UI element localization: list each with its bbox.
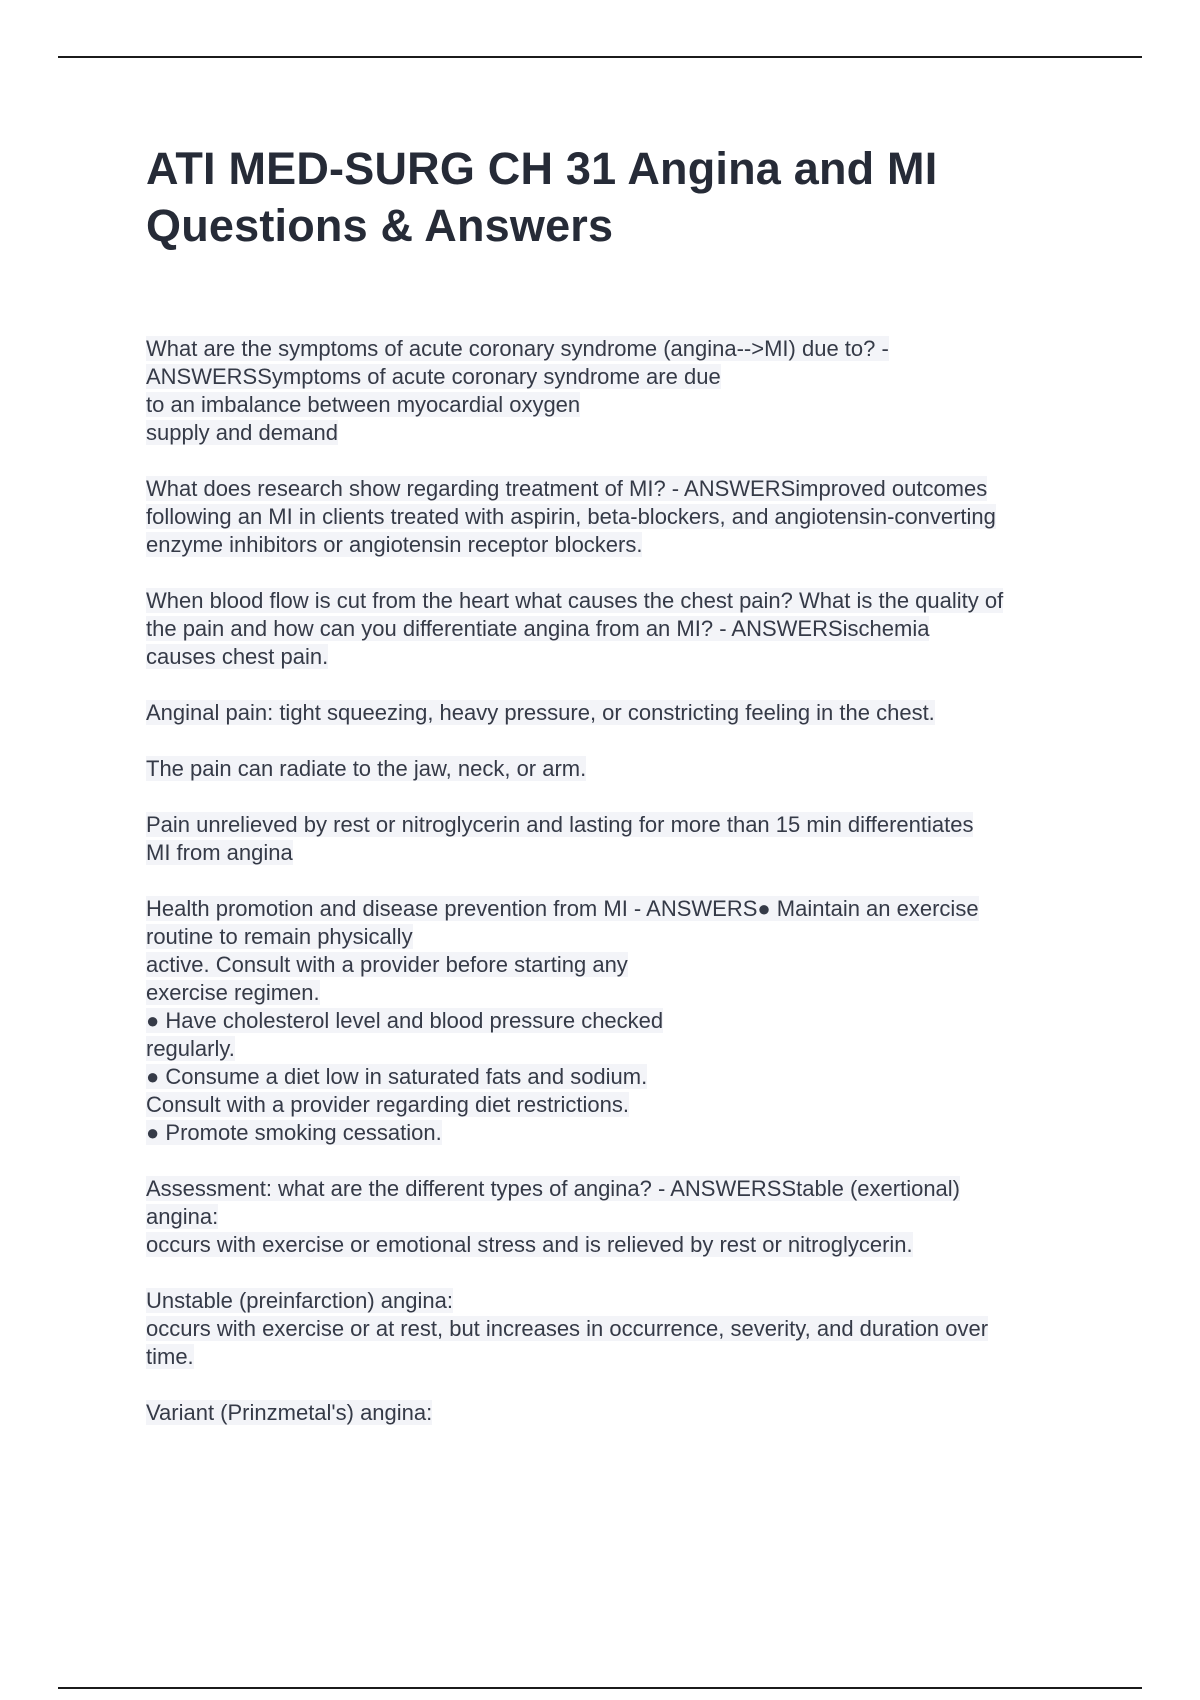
qa-block — [146, 475, 1096, 559]
qa-list — [146, 335, 1096, 1427]
text-line: exercise regimen. — [146, 980, 320, 1005]
text-line: causes chest pain. — [146, 644, 329, 669]
text-line: What does research show regarding treatment of MI? - ANSWERSimproved outcomes — [146, 476, 988, 501]
text-line: The pain can radiate to the jaw, neck, or arm. — [146, 756, 587, 781]
text-line: to an imbalance between myocardial oxygen — [146, 392, 581, 417]
text-line: active. Consult with a provider before starting any — [146, 952, 628, 977]
qa-block — [146, 1399, 1096, 1427]
text-line: regularly. — [146, 1036, 235, 1061]
text-line: ● Have cholesterol level and blood pressure checked — [146, 1008, 664, 1033]
text-line: enzyme inhibitors or angiotensin receptor blockers. — [146, 532, 643, 557]
qa-block — [146, 1287, 1096, 1371]
text-line: following an MI in clients treated with aspirin, beta-blockers, and angiotensin-converting — [146, 504, 996, 529]
text-line: When blood flow is cut from the heart what causes the chest pain? What is the quality of — [146, 588, 1004, 613]
qa-block — [146, 587, 1096, 671]
text-line: occurs with exercise or emotional stress and is relieved by rest or nitroglycerin. — [146, 1232, 913, 1257]
text-line: angina: — [146, 1204, 219, 1229]
text-line: ANSWERSSymptoms of acute coronary syndrome are due — [146, 364, 721, 389]
text-line: Variant (Prinzmetal's) angina: — [146, 1400, 433, 1425]
text-line: routine to remain physically — [146, 924, 413, 949]
text-line: MI from angina — [146, 840, 293, 865]
qa-block — [146, 1175, 1096, 1259]
text-line: ● Consume a diet low in saturated fats and sodium. — [146, 1064, 648, 1089]
text-line: time. — [146, 1344, 194, 1369]
title-line: ATI MED-SURG CH 31 Angina and MI — [146, 143, 938, 194]
text-line: Unstable (preinfarction) angina: — [146, 1288, 453, 1313]
text-line: the pain and how can you differentiate angina from an MI? - ANSWERSischemia — [146, 616, 930, 641]
qa-block — [146, 335, 1096, 447]
page-title — [146, 140, 1096, 254]
text-line: Consult with a provider regarding diet restrictions. — [146, 1092, 630, 1117]
qa-block — [146, 811, 1096, 867]
text-line: ● Promote smoking cessation. — [146, 1120, 442, 1145]
text-line: What are the symptoms of acute coronary syndrome (angina-->MI) due to? - — [146, 336, 889, 361]
text-line: Anginal pain: tight squeezing, heavy pressure, or constricting feeling in the chest. — [146, 700, 935, 725]
qa-block — [146, 755, 1096, 783]
text-line: Health promotion and disease prevention from MI - ANSWERS● Maintain an exercise — [146, 896, 979, 921]
text-line: Assessment: what are the different types of angina? - ANSWERSStable (exertional) — [146, 1176, 960, 1201]
title-line: Questions & Answers — [146, 200, 614, 251]
text-line: occurs with exercise or at rest, but increases in occurrence, severity, and duration over — [146, 1316, 989, 1341]
qa-block — [146, 895, 1096, 1147]
document-body — [146, 140, 1096, 1455]
text-line: supply and demand — [146, 420, 339, 445]
top-divider — [58, 56, 1142, 58]
text-line: Pain unrelieved by rest or nitroglycerin and lasting for more than 15 min differentiates — [146, 812, 974, 837]
bottom-divider — [58, 1687, 1142, 1689]
qa-block — [146, 699, 1096, 727]
